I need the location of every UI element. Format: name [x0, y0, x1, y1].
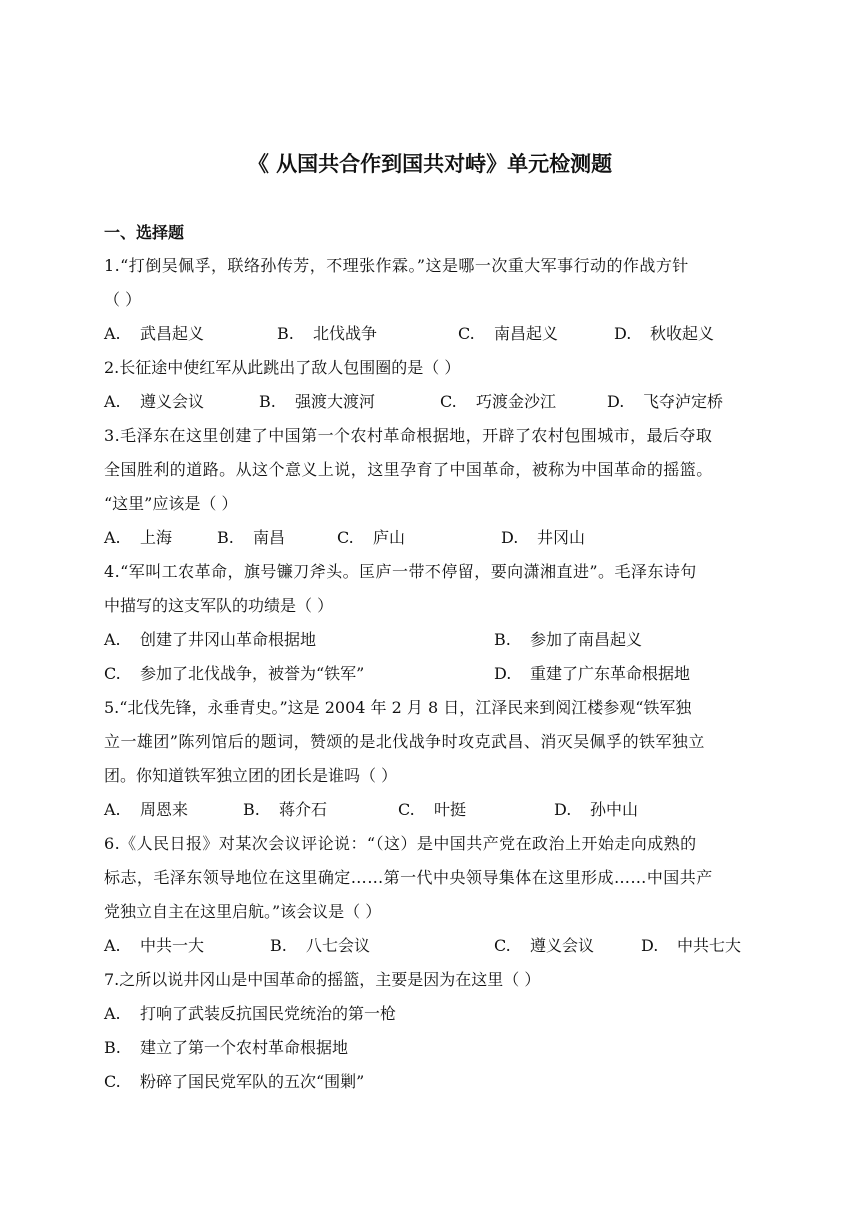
question-3-option-c: C. 庐山 [337, 528, 406, 547]
question-5-option-d: D. 孙中山 [554, 800, 639, 819]
question-1-option-b: B. 北伐战争 [277, 324, 378, 343]
question-5-option-a: A. 周恩来 [104, 800, 189, 819]
question-6-text: 6.《人民日报》对某次会议评论说：“（这）是中国共产党在政治上开始走向成熟的 [104, 834, 697, 853]
question-2-text: 2.长征途中使红军从此跳出了敌人包围圈的是（ ） [104, 358, 461, 377]
question-3-option-a: A. 上海 [104, 528, 173, 547]
question-5-option-c: C. 叶挺 [398, 800, 467, 819]
question-5-text: 立一雄团”陈列馆后的题词，赞颂的是北伐战争时攻克武昌、消灭吴佩孚的铁军独立 [104, 732, 705, 751]
question-4-text: 4.“军叫工农革命，旗号镰刀斧头。匡庐一带不停留，要向潇湘直进”。毛泽东诗句 [104, 562, 697, 581]
question-6-text: 标志，毛泽东领导地位在这里确定……第一代中央领导集体在这里形成……中国共产 [104, 868, 713, 887]
question-5-text: 团。你知道铁军独立团的团长是谁吗（ ） [104, 766, 398, 785]
page-title: 《 从国共合作到国共对峙》单元检测题 [247, 152, 613, 176]
question-2-option-a: A. 遵义会议 [104, 392, 205, 411]
question-4-option-a: A. 创建了井冈山革命根据地 [104, 630, 317, 649]
question-1-option-a: A. 武昌起义 [104, 324, 205, 343]
question-6-text: 党独立自主在这里启航。”该会议是（ ） [104, 902, 382, 921]
question-3-option-d: D. 井冈山 [501, 528, 586, 547]
question-7-text: 7.之所以说井冈山是中国革命的摇篮，主要是因为在这里（ ） [104, 970, 541, 989]
question-3-option-b: B. 南昌 [217, 528, 286, 547]
question-1-option-c: C. 南昌起义 [458, 324, 559, 343]
question-6-option-a: A. 中共一大 [104, 936, 205, 955]
question-4-text: 中描写的这支军队的功绩是（ ） [104, 596, 334, 615]
question-7-option-b: B. 建立了第一个农村革命根据地 [104, 1038, 349, 1057]
question-5-option-b: B. 蒋介石 [243, 800, 328, 819]
question-6-option-b: B. 八七会议 [270, 936, 371, 955]
question-7-option-a: A. 打响了武装反抗国民党统治的第一枪 [104, 1004, 397, 1023]
question-7-option-c: C. 粉碎了国民党军队的五次“围剿” [104, 1072, 365, 1091]
question-4-option-d: D. 重建了广东革命根据地 [494, 664, 691, 683]
question-5-text: 5.“北伐先锋，永垂青史。”这是 2004 年 2 月 8 日，江泽民来到阅江楼参观“铁军独 [104, 698, 692, 717]
question-4-option-c: C. 参加了北伐战争，被誉为“铁军” [104, 664, 365, 683]
question-3-text: “这里”应该是（ ） [104, 494, 238, 513]
section-heading: 一、选择题 [104, 223, 185, 242]
question-6-option-c: C. 遵义会议 [494, 936, 595, 955]
question-2-option-d: D. 飞夺泸定桥 [607, 392, 724, 411]
question-1-text: （ ） [104, 290, 142, 309]
question-6-option-d: D. 中共七大 [641, 936, 742, 955]
question-1-option-d: D. 秋收起义 [614, 324, 715, 343]
question-3-text: 3.毛泽东在这里创建了中国第一个农村革命根据地，开辟了农村包围城市，最后夺取 [104, 426, 713, 445]
question-3-text: 全国胜利的道路。从这个意义上说，这里孕育了中国革命，被称为中国革命的摇篮。 [104, 460, 713, 479]
question-4-option-b: B. 参加了南昌起义 [494, 630, 643, 649]
question-2-option-c: C. 巧渡金沙江 [440, 392, 557, 411]
question-2-option-b: B. 强渡大渡河 [259, 392, 376, 411]
question-1-text: 1.“打倒吴佩孚，联络孙传芳，不理张作霖。”这是哪一次重大军事行动的作战方针 [104, 256, 689, 275]
